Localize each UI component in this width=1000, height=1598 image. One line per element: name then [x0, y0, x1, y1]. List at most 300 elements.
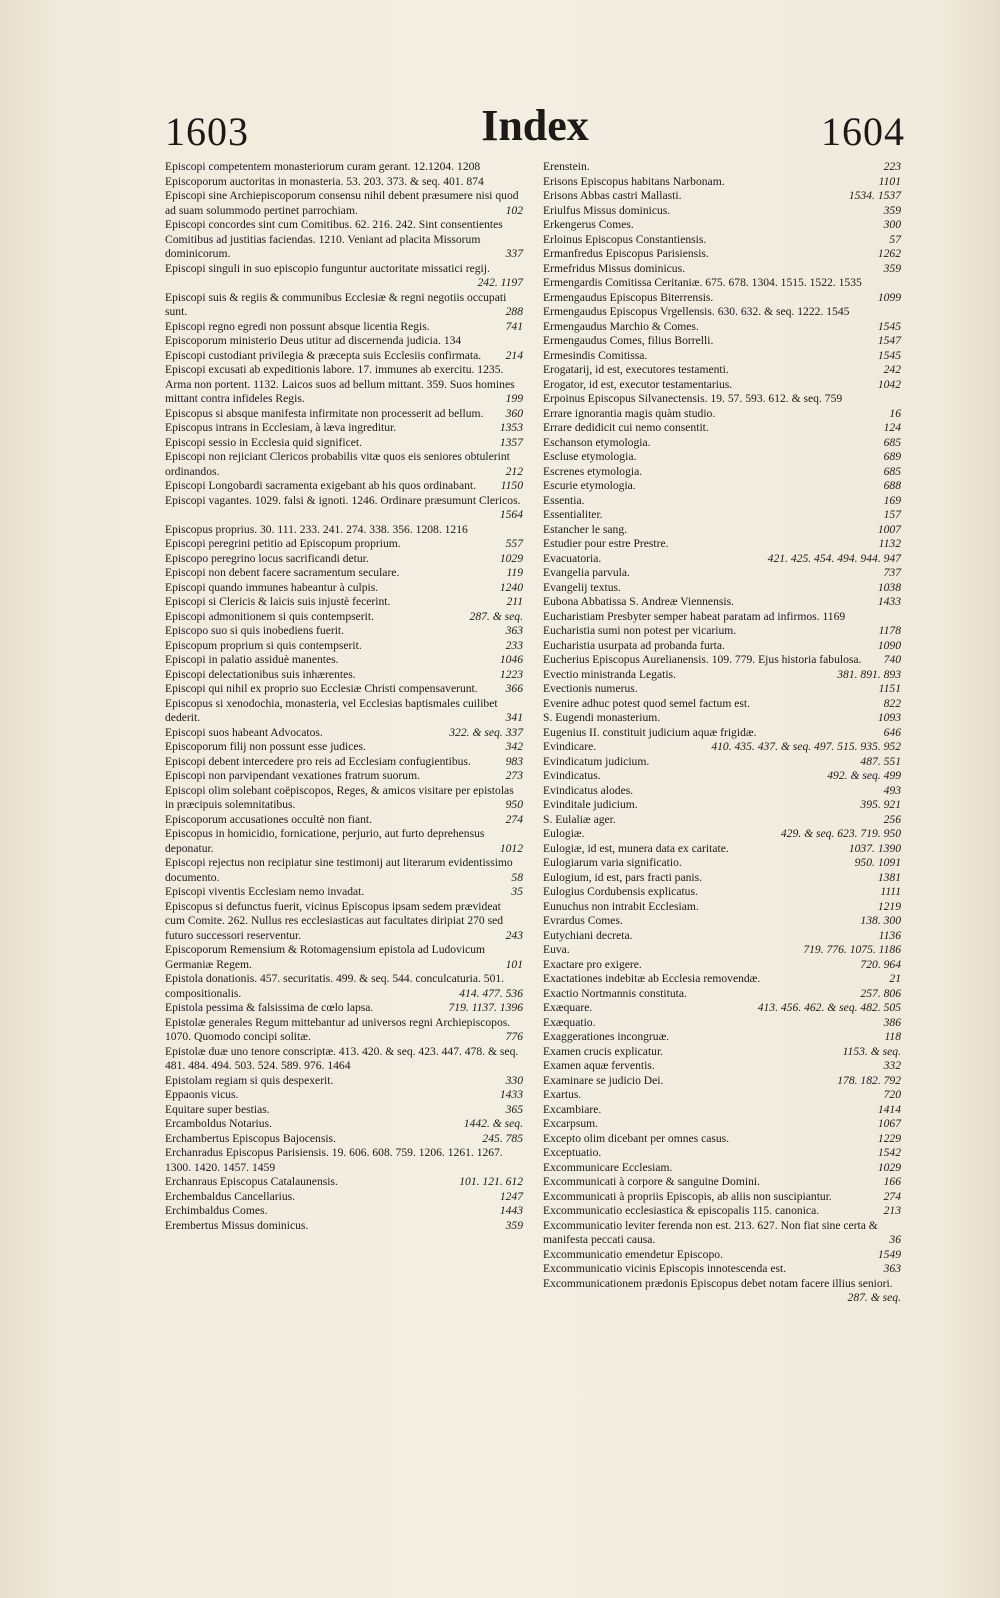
entry-text: Eucharistia usurpata ad probanda furta. [543, 638, 725, 652]
page-reference: 256 [883, 812, 901, 826]
index-entry [543, 436, 901, 451]
index-entry [165, 552, 523, 567]
index-entry [543, 943, 901, 958]
entry-text: Exartus. [543, 1088, 582, 1101]
page-reference: 58 [511, 870, 523, 884]
index-entry [165, 653, 523, 668]
entry-text: Episcopi viventis Ecclesiam nemo invadat. [165, 885, 365, 898]
entry-text: Excommunicationem prædonis Episcopus debet notam facere illius seniori. [543, 1276, 893, 1290]
index-entry [165, 1132, 523, 1147]
index-entry [165, 813, 523, 828]
entry-text: Eriulfus Missus dominicus. [543, 203, 671, 217]
index-entry [543, 1190, 901, 1205]
entry-text: Ermanfredus Episcopus Parisiensis. [543, 247, 709, 260]
entry-text: Episcopi regno egredi non possunt absque licentia Regis. [165, 319, 430, 333]
page-reference: 719. 1137. 1396 [448, 1001, 523, 1014]
entry-text: Eunuchus non intrabit Ecclesiam. [543, 899, 699, 913]
page-reference: 273 [505, 769, 523, 782]
index-entry [543, 247, 901, 262]
index-entry [543, 900, 901, 915]
index-entry [165, 639, 523, 654]
page-reference: 1178 [878, 624, 901, 637]
index-entry [543, 465, 901, 480]
entry-text: Evacuatoria. [543, 551, 602, 565]
index-entry [543, 871, 901, 886]
page-reference: 1545 [877, 319, 901, 333]
index-entry [165, 755, 523, 770]
index-entry [543, 1248, 901, 1263]
index-entry [543, 392, 901, 407]
right-index-column [543, 160, 901, 1306]
page-reference: 1136 [878, 928, 901, 942]
entry-text: Epistolæ duæ uno tenore conscriptæ. 413. 420. & seq. 423. 447. 478. & seq. 481. 484. 494. 503. 524. 589. 976. 1464 [165, 1044, 519, 1072]
page-reference: 429. & seq. 623. 719. 950 [780, 827, 901, 840]
index-entry [543, 407, 901, 422]
index-entry [165, 421, 523, 436]
entry-text: Excommunicatio leviter ferenda non est. 213. 627. Non fiat sine certa & manifesta peccati causa. [543, 1218, 878, 1246]
page-reference: 242 [883, 363, 901, 376]
entry-text: Erchembaldus Cancellarius. [165, 1189, 296, 1203]
entry-text: Euva. [543, 943, 570, 956]
index-entry [543, 1132, 901, 1147]
index-entry [165, 624, 523, 639]
entry-text: Escluse etymologia. [543, 450, 637, 463]
index-entry [165, 1190, 523, 1205]
index-entry [165, 320, 523, 335]
page-reference: 342 [505, 740, 523, 753]
index-entry [543, 1074, 901, 1089]
index-entry [543, 987, 901, 1002]
index-entry [543, 1204, 901, 1219]
index-entry [165, 1146, 523, 1175]
entry-text: Examinare se judicio Dei. [543, 1073, 664, 1087]
entry-text: Erchanradus Episcopus Parisiensis. 19. 606. 608. 759. 1206. 1261. 1267. 1300. 1420. 1457. 1459 [165, 1146, 503, 1174]
entry-text: Episcopi sessio in Ecclesia quid significet. [165, 435, 363, 449]
entry-text: Excommunicati à corpore & sanguine Domini. [543, 1175, 761, 1188]
entry-text: Erkengerus Comes. [543, 218, 634, 231]
index-entry [165, 972, 523, 1001]
page-reference: 557 [505, 537, 523, 550]
page-reference: 57 [889, 232, 901, 246]
page-reference: 410. 435. 437. & seq. 497. 515. 935. 952 [711, 740, 901, 753]
entry-text: Errare ignorantia magis quàm studio. [543, 406, 716, 420]
index-entry [165, 885, 523, 900]
page-reference: 274 [505, 812, 523, 826]
page-reference: 213 [883, 1204, 901, 1217]
entry-text: Episcopus si xenodochia, monasteria, vel Ecclesias baptismales cuilibet dederit. [165, 696, 498, 724]
entry-text: Essentialiter. [543, 508, 603, 521]
entry-text: Episcopi non rejiciant Clericos probabilis vitæ quos eis seniores obtulerint ordinandos. [165, 450, 510, 478]
index-entry [543, 291, 901, 306]
index-entry [165, 1117, 523, 1132]
index-entry [165, 740, 523, 755]
page-reference: 1038 [877, 580, 901, 594]
index-entry [165, 943, 523, 972]
page-reference: 1067 [877, 1117, 901, 1130]
entry-text: Ermengaudus Episcopus Vrgellensis. 630. 632. & seq. 1222. 1545 [543, 305, 850, 318]
page-title: Index [481, 101, 589, 150]
index-entry [543, 972, 901, 987]
index-entry [543, 552, 901, 567]
index-entry [165, 682, 523, 697]
index-entry [543, 175, 901, 190]
index-entry [543, 726, 901, 741]
page-reference: 257. 806 [860, 986, 901, 1000]
page-reference: 36 [889, 1233, 901, 1246]
entry-text: Examen crucis explicatur. [543, 1044, 664, 1058]
entry-text: Episcopi suos habeant Advocatos. [165, 725, 323, 739]
page-reference: 740 [883, 653, 901, 666]
page-reference: 1443 [499, 1204, 523, 1217]
page-reference: 363 [505, 624, 523, 637]
entry-text: Essentia. [543, 493, 585, 507]
entry-text: Episcopi quando immunes habeantur à culpis. [165, 580, 379, 594]
index-entry [543, 566, 901, 581]
index-entry [165, 450, 523, 479]
page-reference: 166 [883, 1175, 901, 1188]
index-entry [543, 421, 901, 436]
index-entry [165, 334, 523, 349]
entry-text: Ermengaudus Marchio & Comes. [543, 319, 699, 333]
entry-text: Excommunicatio vicinis Episcopis innotescenda est. [543, 1262, 787, 1275]
index-entry [165, 726, 523, 741]
index-entry [165, 610, 523, 625]
index-entry [543, 1277, 901, 1306]
entry-text: Episcopi debent intercedere pro reis ad Ecclesiam confugientibus. [165, 754, 471, 768]
page-reference: 1046 [499, 653, 523, 666]
entry-text: Episcopi si Clericis & laicis suis injustè fecerint. [165, 595, 391, 608]
index-entry [165, 494, 523, 523]
entry-text: Examen aquæ ferventis. [543, 1059, 655, 1072]
entry-text: Estancher le sang. [543, 522, 628, 536]
entry-text: Erogator, id est, executor testamentarius. [543, 377, 733, 391]
page-reference: 646 [883, 725, 901, 739]
entry-text: Escurie etymologia. [543, 479, 636, 492]
entry-text: Escrenes etymologia. [543, 464, 643, 478]
entry-text: Ermengaudus Comes, filius Borrelli. [543, 334, 714, 347]
page-reference: 1262 [877, 247, 901, 260]
index-entry [543, 537, 901, 552]
index-entry [165, 436, 523, 451]
page-reference: 214 [505, 348, 523, 362]
entry-text: Episcopi excusati ab expeditionis labore. 17. immunes ab exercitu. 1235. Arma non portent. 1132. Laicos suos ad bellum mittant. 359. Suos homines mittant contra infideles Regis. [165, 363, 515, 405]
index-entry [543, 595, 901, 610]
entry-text: Exæquatio. [543, 1015, 596, 1029]
page-reference: 1240 [499, 580, 523, 594]
entry-text: Exceptuatio. [543, 1146, 602, 1159]
page-reference: 1381 [877, 870, 901, 884]
index-entry [165, 668, 523, 683]
index-entry [165, 900, 523, 944]
page-reference: 421. 425. 454. 494. 944. 947 [767, 551, 901, 565]
entry-text: Episcopi competentem monasteriorum curam gerant. 12.1204. 1208 [165, 160, 481, 173]
page-reference: 1549 [877, 1247, 901, 1261]
entry-text: Episcopi suis & regiis & communibus Ecclesiæ & regni negotiis occupati sunt. [165, 290, 507, 318]
page-reference: 719. 776. 1075. 1186 [803, 943, 901, 956]
entry-text: Eucharistiam Presbyter semper habeat paratam ad infirmos. 1169 [543, 609, 846, 623]
page-reference: 1229 [877, 1131, 901, 1145]
page-reference: 288 [505, 305, 523, 318]
index-entry [165, 175, 523, 190]
entry-text: Erembertus Missus dominicus. [165, 1218, 309, 1232]
page-reference: 1534. 1537 [848, 189, 901, 202]
entry-text: Episcopi Longobardi sacramenta exigebant ab his quos ordinabant. [165, 479, 477, 492]
index-entry [165, 1001, 523, 1016]
index-entry [165, 1204, 523, 1219]
index-entry [165, 769, 523, 784]
entry-text: Eulogium, id est, pars fracti panis. [543, 870, 703, 884]
entry-text: Episcoporum filij non possunt esse judices. [165, 740, 366, 753]
page-reference: 1545 [877, 348, 901, 362]
page-reference: 138. 300 [860, 914, 901, 927]
page-reference: 35 [511, 885, 523, 898]
page-reference: 243 [505, 928, 523, 942]
entry-text: Erogatarij, id est, executores testamenti. [543, 363, 729, 376]
index-entry [543, 885, 901, 900]
index-entry [543, 827, 901, 842]
index-entry [543, 218, 901, 233]
page-reference: 1219 [877, 899, 901, 913]
entry-text: Eubona Abbatissa S. Andreæ Viennensis. [543, 595, 735, 608]
page-reference: 822 [883, 696, 901, 710]
entry-text: Episcopi custodiant privilegia & præcepta suis Ecclesiis confirmata. [165, 348, 482, 362]
entry-text: Erloinus Episcopus Constantiensis. [543, 232, 707, 246]
index-entry [543, 697, 901, 712]
index-entry [165, 262, 523, 291]
entry-text: Episcopi non parvipendant vexationes fratrum suorum. [165, 769, 421, 782]
entry-text: Evangelia parvula. [543, 566, 630, 579]
entry-text: Ermesindis Comitissa. [543, 348, 648, 362]
entry-text: Eucherius Episcopus Aurelianensis. 109. 779. Ejus historia fabulosa. [543, 653, 862, 666]
page-reference: 1012 [499, 841, 523, 855]
page-reference: 741 [505, 319, 523, 333]
index-entry [543, 508, 901, 523]
index-entry [165, 595, 523, 610]
index-entry [543, 233, 901, 248]
page-reference: 16 [889, 406, 901, 420]
page-reference: 1151 [878, 682, 901, 695]
entry-text: Eulogiæ, id est, munera data ex caritate. [543, 841, 729, 855]
index-entry [165, 291, 523, 320]
index-entry [543, 305, 901, 320]
page-reference: 330 [505, 1073, 523, 1087]
page-reference: 720 [883, 1088, 901, 1101]
entry-text: Evindicatum judicium. [543, 754, 650, 768]
index-entry [543, 1262, 901, 1277]
entry-text: Evindicatus. [543, 769, 601, 782]
entry-text: Episcopus intrans in Ecclesiam, à læva ingreditur. [165, 421, 397, 434]
index-entry [543, 682, 901, 697]
right-page-number: 1604 [821, 109, 905, 154]
page-reference: 1153. & seq. [842, 1044, 901, 1058]
page-reference: 223 [883, 160, 901, 173]
index-entry [543, 1001, 901, 1016]
entry-text: Evindicare. [543, 740, 597, 753]
index-entry [543, 479, 901, 494]
page-reference: 21 [889, 972, 901, 985]
index-entry [543, 624, 901, 639]
index-entry [165, 407, 523, 422]
entry-text: S. Eulaliæ ager. [543, 812, 616, 826]
entry-text: Epistolam regiam si quis despexerit. [165, 1073, 334, 1087]
page-reference: 688 [883, 479, 901, 492]
page-reference: 492. & seq. 499 [827, 769, 901, 782]
index-entry [543, 711, 901, 726]
entry-text: Evectio ministranda Legatis. [543, 667, 676, 681]
page-reference: 1547 [877, 334, 901, 347]
page-reference: 332 [883, 1059, 901, 1072]
entry-text: Estudier pour estre Prestre. [543, 537, 669, 550]
page-reference: 950. 1091 [854, 856, 901, 869]
entry-text: Evindicatus alodes. [543, 783, 634, 797]
entry-text: Eschanson etymologia. [543, 435, 651, 449]
left-page-number: 1603 [165, 109, 249, 154]
page-reference: 337 [505, 247, 523, 260]
page-reference: 1442. & seq. [463, 1117, 523, 1130]
entry-text: S. Eugendi monasterium. [543, 711, 661, 724]
page-reference: 363 [883, 1262, 901, 1275]
entry-text: Episcopi delectationibus suis inhærentes. [165, 667, 356, 681]
index-entry [165, 537, 523, 552]
index-entry [543, 204, 901, 219]
index-entry [165, 160, 523, 175]
page-reference: 366 [505, 682, 523, 695]
entry-text: Evrardus Comes. [543, 914, 623, 927]
index-entry [165, 218, 523, 262]
index-entry [543, 798, 901, 813]
entry-text: Episcopi non debent facere sacramentum seculare. [165, 566, 400, 579]
page-reference: 413. 456. 462. & seq. 482. 505 [757, 1001, 901, 1014]
page-reference: 950 [505, 798, 523, 811]
left-index-column [165, 160, 523, 1233]
entry-text: Erpoinus Episcopus Silvanectensis. 19. 57. 593. 612. & seq. 759 [543, 392, 843, 405]
index-entry [543, 1059, 901, 1074]
index-entry [543, 914, 901, 929]
index-entry [543, 189, 901, 204]
entry-text: Episcopi rejectus non recipiatur sine testimonij aut literarum evidentissimo documento. [165, 856, 513, 884]
entry-text: Episcoporum accusationes occultè non fiant. [165, 812, 373, 826]
index-entry [165, 856, 523, 885]
page-reference: 1433 [877, 595, 901, 608]
index-entry [543, 1045, 901, 1060]
page-reference: 1111 [880, 885, 901, 898]
index-entry [543, 1088, 901, 1103]
index-entry [543, 494, 901, 509]
entry-text: Epistola pessima & falsissima de cœlo lapsa. [165, 1001, 374, 1014]
entry-text: Evenire adhuc potest quod semel factum est. [543, 696, 751, 710]
entry-text: Erchambertus Episcopus Bajocensis. [165, 1131, 336, 1145]
page-reference: 1414 [877, 1102, 901, 1116]
page-reference: 300 [883, 218, 901, 231]
page-reference: 493 [883, 783, 901, 797]
entry-text: Episcopi peregrini petitio ad Episcopum proprium. [165, 537, 401, 550]
entry-text: Eulogius Cordubensis explicatus. [543, 885, 698, 898]
index-entry [543, 958, 901, 973]
page-reference: 1150 [500, 479, 523, 492]
entry-text: Equitare super bestias. [165, 1102, 270, 1116]
index-entry [165, 479, 523, 494]
index-entry [543, 378, 901, 393]
page-reference: 983 [505, 754, 523, 768]
page-reference: 199 [505, 392, 523, 405]
index-entry [543, 842, 901, 857]
page-reference: 1357 [499, 435, 523, 449]
page-reference: 1029 [499, 551, 523, 565]
index-entry [543, 1219, 901, 1248]
page-reference: 242. 1197 [477, 276, 523, 289]
index-entry [165, 189, 523, 218]
index-entry [543, 334, 901, 349]
index-entry [165, 566, 523, 581]
entry-text: Evangelij textus. [543, 580, 621, 594]
index-entry [543, 1175, 901, 1190]
entry-text: Ercamboldus Notarius. [165, 1117, 272, 1130]
page-reference: 1542 [877, 1146, 901, 1159]
entry-text: Exactio Nortmannis constituta. [543, 986, 687, 1000]
entry-text: Episcoporum ministerio Deus utitur ad discernenda judicia. 134 [165, 334, 462, 347]
entry-text: Episcopi vagantes. 1029. falsi & ignoti. 1246. Ordinare præsumunt Clericos. [165, 493, 521, 507]
page-reference: 414. 477. 536 [459, 986, 523, 1000]
page-reference: 1042 [877, 377, 901, 391]
page-reference: 1037. 1390 [848, 841, 901, 855]
entry-text: Episcopi singuli in suo episcopio funguntur auctoritate missatici regij. [165, 261, 490, 275]
page-reference: 1029 [877, 1160, 901, 1174]
entry-text: Epistola donationis. 457. securitatis. 499. & seq. 544. conculcaturia. 501. compositionalis. [165, 972, 505, 1000]
entry-text: Excommunicare Ecclesiam. [543, 1160, 673, 1174]
entry-text: Exactationes indebitæ ab Ecclesia removendæ. [543, 972, 761, 985]
entry-text: Episcopo suo si quis inobediens fuerit. [165, 624, 345, 637]
index-entry [165, 1219, 523, 1234]
page-reference: 1353 [499, 421, 523, 434]
page-reference: 102 [505, 203, 523, 217]
page-reference: 211 [506, 595, 523, 608]
index-entry [543, 523, 901, 538]
index-entry [543, 769, 901, 784]
index-entry [543, 1030, 901, 1045]
index-entry [543, 276, 901, 291]
page-reference: 341 [505, 711, 523, 724]
index-entry [543, 740, 901, 755]
page-reference: 395. 921 [860, 798, 901, 811]
page-reference: 1247 [499, 1189, 523, 1203]
index-entry [543, 581, 901, 596]
entry-text: Eucharistia sumi non potest per vicarium. [543, 624, 737, 637]
entry-text: Episcopi qui nihil ex proprio suo Ecclesiæ Christi compensaverunt. [165, 682, 478, 695]
entry-text: Erisons Abbas castri Mallasti. [543, 189, 682, 202]
page-reference: 124 [883, 421, 901, 434]
entry-text: Erchimbaldus Comes. [165, 1204, 268, 1217]
page-reference: 1101 [878, 174, 901, 188]
index-entry [165, 523, 523, 538]
index-entry [543, 1016, 901, 1031]
index-entry [543, 639, 901, 654]
entry-text: Episcoporum auctoritas in monasteria. 53. 203. 373. & seq. 401. 874 [165, 174, 484, 188]
entry-text: Episcoporum Remensium & Rotomagensium epistola ad Ludovicum Germaniæ Regem. [165, 943, 486, 971]
entry-text: Episcopi olim solebant coëpiscopos, Reges, & amicos visitare per epistolas in præcipuis solemnitatibus. [165, 783, 514, 811]
page-reference: 233 [505, 638, 523, 652]
index-entry [543, 653, 901, 668]
entry-text: Episcopi sine Archiepiscoporum consensu nihil debent præsumere nisi quod ad suam solummodo pertinet parrochiam. [165, 189, 519, 217]
entry-text: Evectionis numerus. [543, 682, 638, 695]
index-entry [165, 1088, 523, 1103]
index-entry [165, 581, 523, 596]
index-entry [543, 450, 901, 465]
index-entry [543, 262, 901, 277]
entry-text: Episcopus in homicidio, fornicatione, perjurio, aut furto deprehensus deponatur. [165, 827, 485, 855]
entry-text: Eppaonis vicus. [165, 1088, 239, 1101]
page-reference: 157 [883, 508, 901, 521]
entry-text: Ermefridus Missus dominicus. [543, 261, 686, 275]
